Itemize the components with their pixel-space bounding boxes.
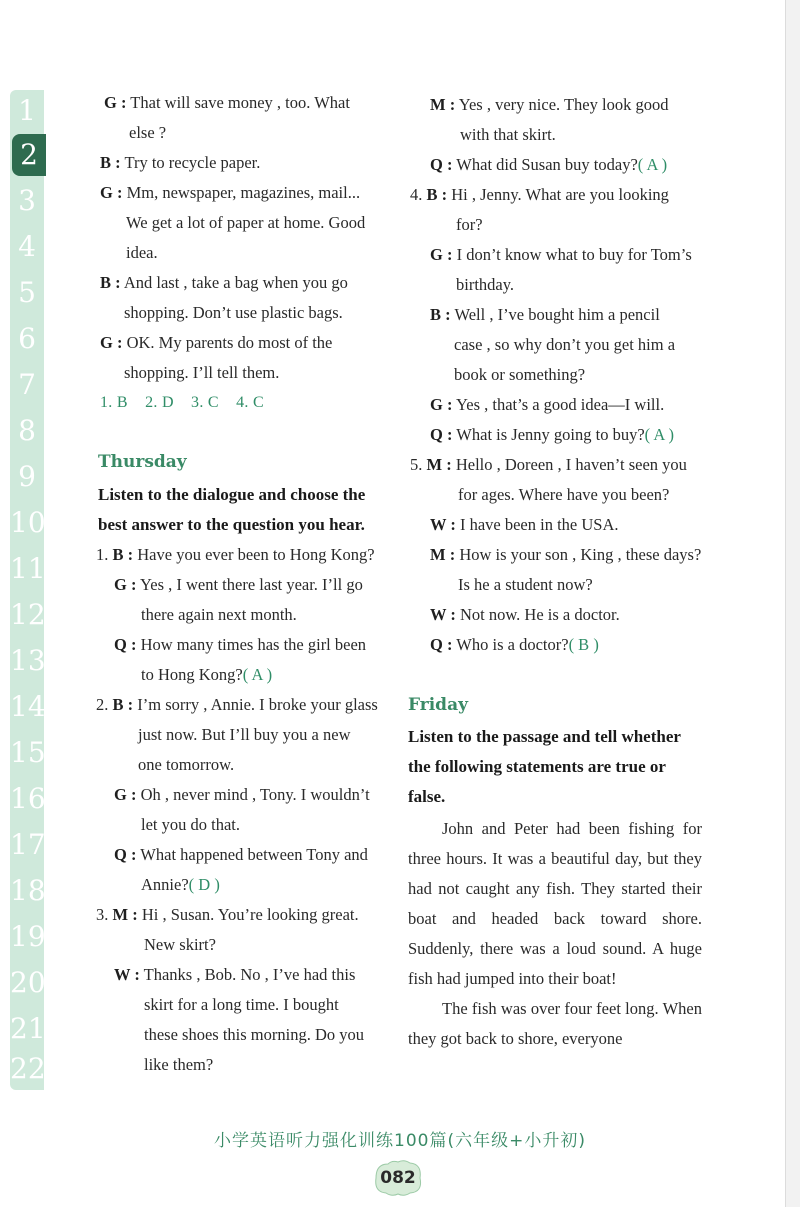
instruction: Listen to the dialogue and choose the xyxy=(98,485,366,504)
chapter-tab[interactable]: 21 xyxy=(10,1012,46,1045)
chapter-tab[interactable]: 18 xyxy=(10,874,46,907)
dialogue-line: G : Mm, newspaper, magazines, mail... xyxy=(100,183,361,202)
chapter-tab[interactable]: 11 xyxy=(10,552,46,585)
dialogue-line: Q : What did Susan buy today?( A ) xyxy=(430,155,668,174)
dialogue-line: W : Thanks , Bob. No , I’ve had this xyxy=(114,965,356,984)
right-column xyxy=(408,90,708,1054)
answer-key: 1. B 2. D 3. C 4. C xyxy=(100,394,264,411)
dialogue-line: 3. M : Hi , Susan. You’re looking great. xyxy=(96,905,359,924)
chapter-tab-strip xyxy=(10,90,44,1090)
answer-mark: ( A ) xyxy=(637,155,668,174)
dialogue-line: M : Yes , very nice. They look good xyxy=(430,95,669,114)
dialogue-line: let you do that. xyxy=(141,815,240,834)
passage-paragraph: The fish was over four feet long. When they got back to shore, everyone xyxy=(408,999,702,1048)
dialogue-line: G : Yes , that’s a good idea—I will. xyxy=(430,395,665,414)
dialogue-line: 4. B : Hi , Jenny. What are you looking xyxy=(410,185,669,204)
dialogue-line: just now. But I’ll buy you a new xyxy=(138,725,351,744)
chapter-tab[interactable]: 9 xyxy=(18,460,36,493)
dialogue-line: skirt for a long time. I bought xyxy=(144,995,339,1014)
page-number: 082 xyxy=(380,1168,416,1188)
dialogue-line: Is he a student now? xyxy=(458,575,593,594)
page-number-badge xyxy=(368,1158,428,1198)
dialogue-line: G : That will save money , too. What xyxy=(104,93,350,112)
chapter-tab-active[interactable]: 2 xyxy=(12,134,46,176)
chapter-tab[interactable]: 14 xyxy=(10,690,46,723)
dialogue-line: else ? xyxy=(129,123,167,142)
left-column xyxy=(96,88,396,1080)
chapter-tab[interactable]: 13 xyxy=(10,644,46,677)
dialogue-line: B : Well , I’ve bought him a pencil xyxy=(430,305,660,324)
book-title: 小学英语听力强化训练100篇(六年级+小升初) xyxy=(214,1131,586,1151)
instruction: best answer to the question you hear. xyxy=(98,515,365,534)
chapter-tab[interactable]: 7 xyxy=(18,368,36,401)
dialogue-line: birthday. xyxy=(456,275,515,294)
chapter-tab[interactable]: 17 xyxy=(10,828,46,861)
dialogue-line: idea. xyxy=(126,243,158,262)
dialogue-line: W : Not now. He is a doctor. xyxy=(430,605,620,624)
dialogue-line: B : Try to recycle paper. xyxy=(100,153,261,172)
dialogue-line: 1. B : Have you ever been to Hong Kong? xyxy=(96,545,375,564)
dialogue-line: G : Yes , I went there last year. I’ll go xyxy=(114,575,363,594)
chapter-tab[interactable]: 16 xyxy=(10,782,46,815)
chapter-tab[interactable]: 4 xyxy=(18,230,36,263)
dialogue-line: with that skirt. xyxy=(460,125,556,144)
dialogue-line: shopping. Don’t use plastic bags. xyxy=(124,303,343,322)
dialogue-line: like them? xyxy=(144,1055,214,1074)
section-heading-thursday: Thursday xyxy=(98,452,187,472)
chapter-tab[interactable]: 12 xyxy=(10,598,46,631)
chapter-tab[interactable]: 8 xyxy=(18,414,36,447)
dialogue-line: book or something? xyxy=(454,365,586,384)
chapter-tab[interactable]: 15 xyxy=(10,736,46,769)
chapter-tab[interactable]: 5 xyxy=(18,276,36,309)
dialogue-line: Annie?( D ) xyxy=(141,875,220,894)
dialogue-line: B : And last , take a bag when you go xyxy=(100,273,348,292)
dialogue-line: G : Oh , never mind , Tony. I wouldn’t xyxy=(114,785,370,804)
binding-edge xyxy=(785,0,800,1207)
dialogue-line: G : I don’t know what to buy for Tom’s xyxy=(430,245,692,264)
chapter-tab[interactable]: 19 xyxy=(10,920,46,953)
instruction: false. xyxy=(408,787,446,806)
answer-mark: ( D ) xyxy=(188,875,220,894)
answer-mark: ( A ) xyxy=(242,665,273,684)
dialogue-line: M : How is your son , King , these days? xyxy=(430,545,702,564)
chapter-tab[interactable]: 3 xyxy=(18,184,36,217)
dialogue-line: for ages. Where have you been? xyxy=(458,485,670,504)
dialogue-line: 5. M : Hello , Doreen , I haven’t seen you xyxy=(410,455,687,474)
dialogue-line: 2. B : I’m sorry , Annie. I broke your glass xyxy=(96,695,378,714)
dialogue-line: Q : Who is a doctor?( B ) xyxy=(430,635,599,654)
dialogue-line: shopping. I’ll tell them. xyxy=(124,363,280,382)
instruction: Listen to the passage and tell whether xyxy=(408,727,681,746)
dialogue-line: We get a lot of paper at home. Good xyxy=(126,213,366,232)
passage-paragraph: John and Peter had been fishing for three hours. It was a beautiful day, but they had not caught any fish. They started their boat and headed back toward shore. Suddenly, there was a loud sound. A huge fish had jumped into their boat! xyxy=(408,819,702,988)
chapter-tab[interactable]: 10 xyxy=(10,506,46,539)
answer-mark: ( A ) xyxy=(644,425,674,444)
dialogue-line: to Hong Kong?( A ) xyxy=(141,665,273,684)
dialogue-line: there again next month. xyxy=(141,605,297,624)
instruction: the following statements are true or xyxy=(408,757,666,776)
dialogue-line: New skirt? xyxy=(144,935,216,954)
dialogue-line: case , so why don’t you get him a xyxy=(454,335,676,354)
section-heading-friday: Friday xyxy=(408,695,468,715)
answer-mark: ( B ) xyxy=(568,635,599,654)
dialogue-line: one tomorrow. xyxy=(138,755,235,774)
chapter-tab[interactable]: 22 xyxy=(10,1052,46,1085)
dialogue-line: Q : What is Jenny going to buy?( A ) xyxy=(430,425,674,444)
dialogue-line: Q : How many times has the girl been xyxy=(114,635,367,654)
dialogue-line: G : OK. My parents do most of the xyxy=(100,333,333,352)
dialogue-line: for? xyxy=(456,215,483,234)
dialogue-line: Q : What happened between Tony and xyxy=(114,845,368,864)
dialogue-line: these shoes this morning. Do you xyxy=(144,1025,364,1044)
chapter-tab[interactable]: 20 xyxy=(10,966,46,999)
chapter-tab[interactable]: 6 xyxy=(18,322,36,355)
chapter-tab[interactable]: 1 xyxy=(18,94,36,127)
dialogue-line: W : I have been in the USA. xyxy=(430,515,619,534)
